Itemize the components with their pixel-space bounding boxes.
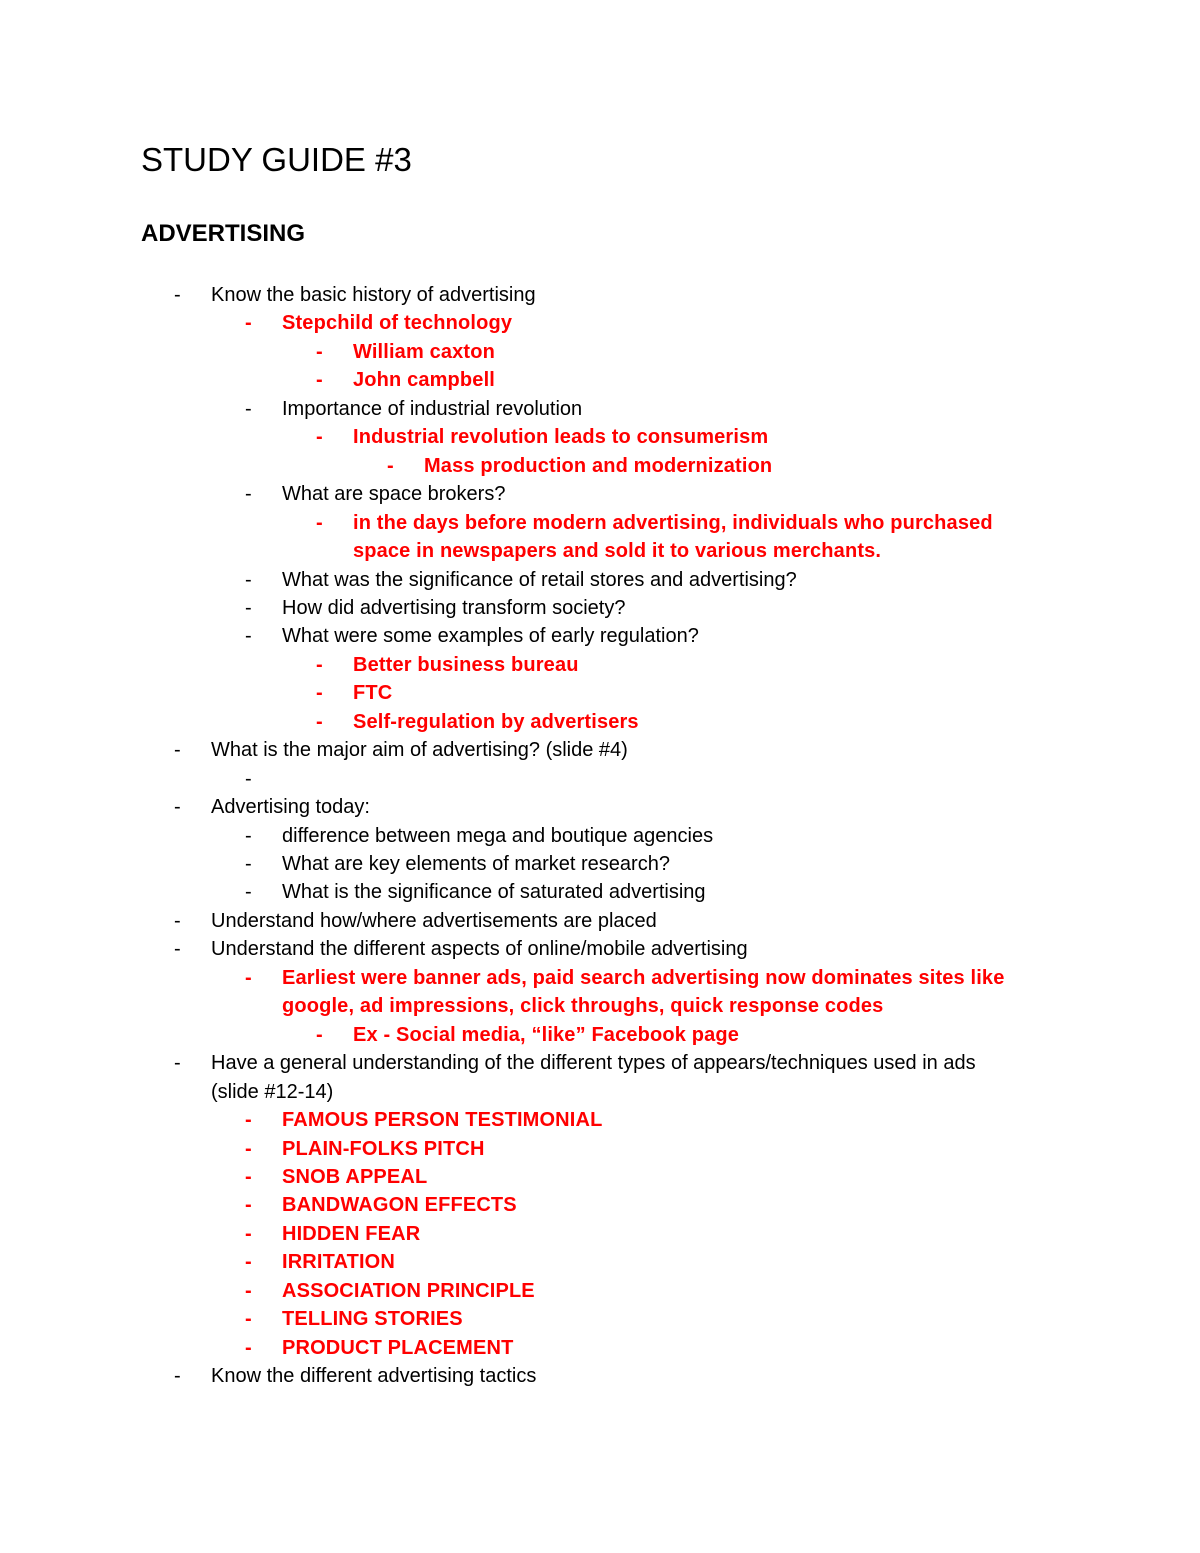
bullet-dash: - [245,767,252,790]
item-text: (slide #12-14) [211,1080,334,1103]
item-text: Advertising today: [211,796,370,819]
item-text: PRODUCT PLACEMENT [282,1336,514,1359]
item-text: FAMOUS PERSON TESTIMONIAL [282,1109,603,1132]
item-text: Self-regulation by advertisers [353,710,639,733]
bullet-dash: - [245,397,252,420]
bullet-dash: - [316,340,323,363]
bullet-dash: - [316,1023,323,1046]
section-heading: ADVERTISING [141,220,306,247]
bullet-dash: - [245,1336,252,1359]
item-text: PLAIN-FOLKS PITCH [282,1137,485,1160]
item-text: John campbell [353,369,495,392]
item-text: ASSOCIATION PRINCIPLE [282,1279,535,1302]
bullet-dash: - [245,1109,252,1132]
bullet-dash: - [245,881,252,904]
item-text: Earliest were banner ads, paid search advertising now dominates sites like [282,966,1005,989]
item-text: google, ad impressions, click throughs, quick response codes [282,995,884,1018]
item-text: What were some examples of early regulation? [282,625,699,648]
bullet-dash: - [245,312,252,335]
item-text: IRRITATION [282,1251,395,1274]
item-text: What are space brokers? [282,483,506,506]
bullet-dash: - [316,682,323,705]
page-title: STUDY GUIDE #3 [141,141,412,178]
bullet-dash: - [174,796,181,819]
item-text: Have a general understanding of the different types of appears/techniques used in ads [211,1052,976,1075]
bullet-dash: - [245,1279,252,1302]
item-text: Know the different advertising tactics [211,1365,537,1388]
item-text: difference between mega and boutique agencies [282,824,714,847]
item-text: FTC [353,682,393,705]
bullet-dash: - [245,625,252,648]
bullet-dash: - [174,739,181,762]
item-text: BANDWAGON EFFECTS [282,1194,517,1217]
item-text: Importance of industrial revolution [282,397,583,420]
bullet-dash: - [245,853,252,875]
bullet-dash: - [174,284,181,306]
item-text: TELLING STORIES [282,1308,463,1331]
item-text: What was the significance of retail stores and advertising? [282,568,797,591]
bullet-dash: - [316,653,323,676]
item-text: Industrial revolution leads to consumerism [353,426,769,449]
bullet-dash: - [245,568,252,591]
item-text: Ex - Social media, “like” Facebook page [353,1023,739,1046]
item-text: Know the basic history of advertising [211,284,536,306]
item-text: in the days before modern advertising, individuals who purchased [353,511,993,534]
bullet-dash: - [245,483,252,506]
bullet-dash: - [245,1222,252,1245]
bullet-dash: - [174,1052,181,1075]
item-text: Stepchild of technology [282,312,513,335]
item-text: HIDDEN FEAR [282,1222,421,1245]
bullet-dash: - [245,966,252,989]
item-text: Understand how/where advertisements are placed [211,909,657,932]
item-text: How did advertising transform society? [282,596,626,619]
bullet-dash: - [245,1251,252,1274]
item-text: What is the significance of saturated advertising [282,881,706,904]
bullet-dash: - [316,511,323,534]
bullet-dash: - [174,909,181,932]
bullet-dash: - [316,426,323,449]
bullet-dash: - [245,824,252,847]
item-text: Understand the different aspects of online/mobile advertising [211,938,748,961]
bullet-dash: - [174,938,181,961]
bullet-dash: - [316,710,323,733]
bullet-dash: - [245,1308,252,1331]
bullet-dash: - [316,369,323,392]
bullet-dash: - [387,454,394,477]
bullet-dash: - [245,596,252,619]
item-text: William caxton [353,340,495,363]
item-text: What are key elements of market research? [282,853,670,875]
bullet-dash: - [245,1165,252,1188]
bullet-dash: - [245,1194,252,1217]
item-text: What is the major aim of advertising? (slide #4) [211,739,628,762]
bullet-dash: - [174,1365,181,1388]
item-text: Better business bureau [353,653,579,676]
item-text: Mass production and modernization [424,454,773,477]
item-text: space in newspapers and sold it to various merchants. [353,540,882,563]
bullet-dash: - [245,1137,252,1160]
item-text: SNOB APPEAL [282,1165,428,1188]
